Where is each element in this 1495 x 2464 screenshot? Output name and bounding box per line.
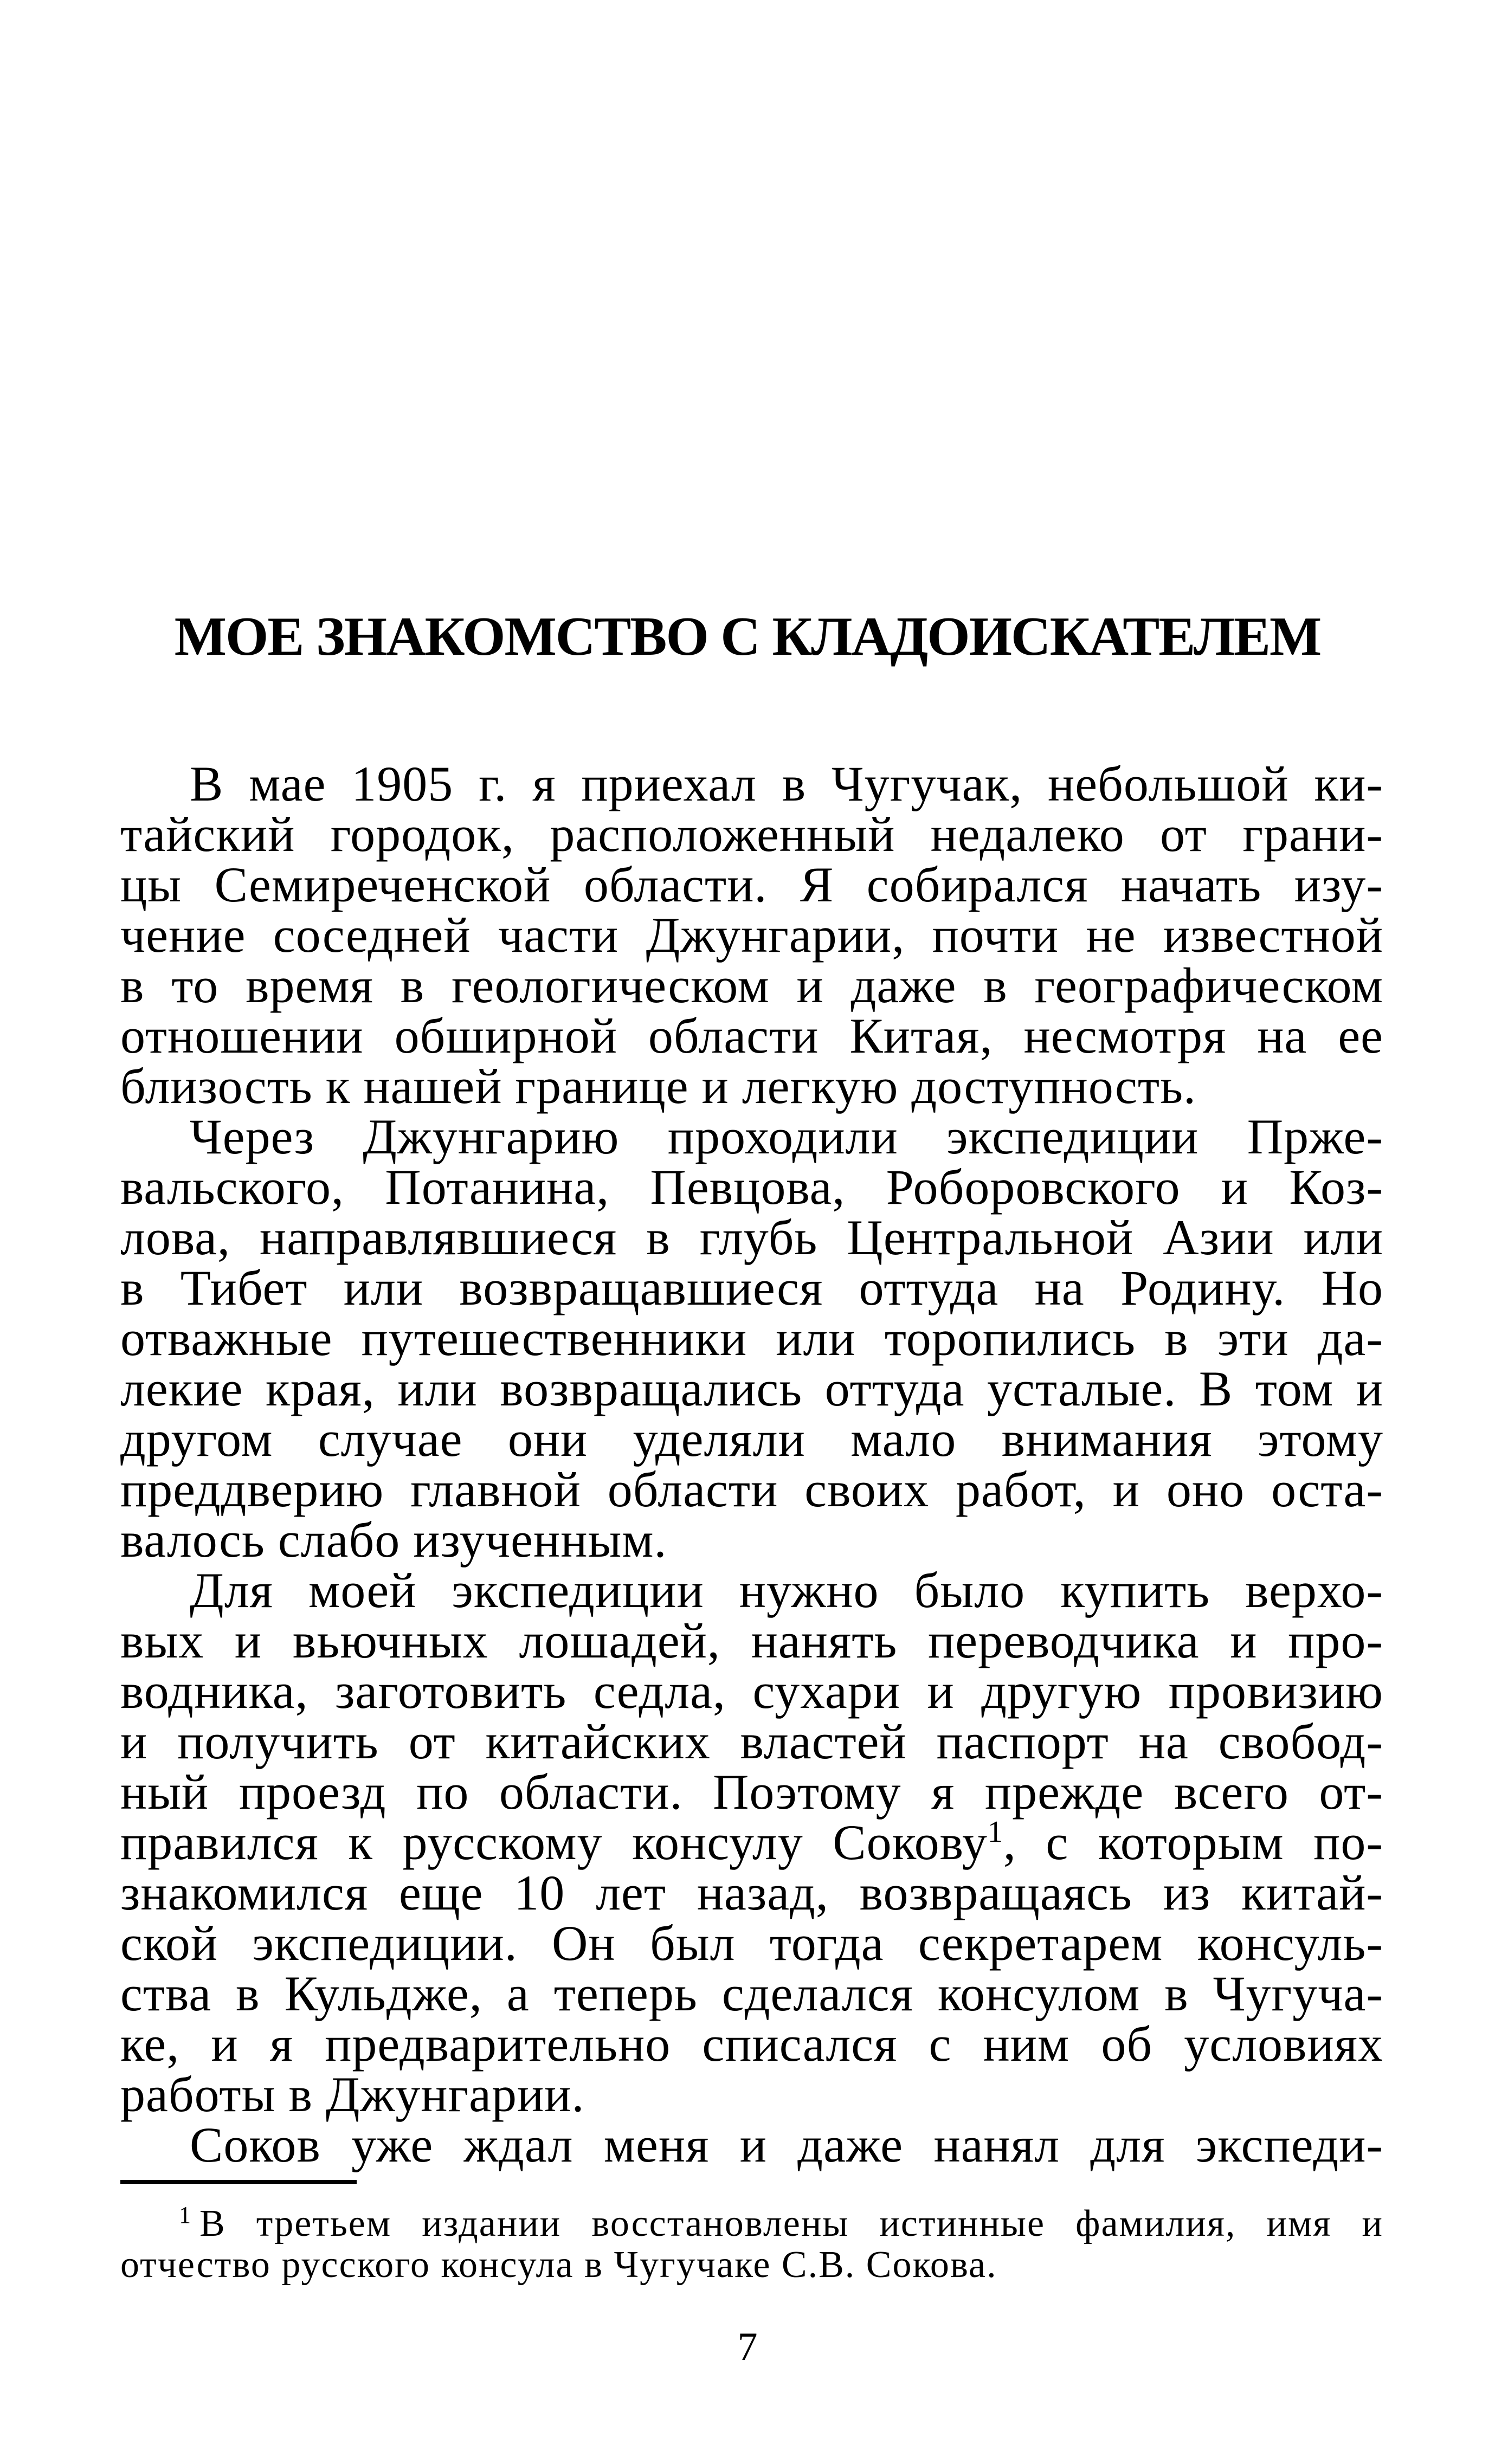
body-text-line: в то время в геологическом и даже в географическом xyxy=(120,958,1383,1013)
body-text-line: и получить от китайских властей паспорт на свобод- xyxy=(120,1714,1383,1769)
footnote-marker: 1 xyxy=(179,2202,192,2228)
body-text-line: ства в Кульдже, а теперь сделался консулом в Чугуча- xyxy=(120,1966,1383,2021)
footnote-reference: 1 xyxy=(987,1815,1003,1849)
body-text-line: отношении обширной области Китая, несмотря на ее xyxy=(120,1008,1383,1063)
body-text-line: водника, заготовить седла, сухари и другую провизию xyxy=(120,1663,1383,1719)
body-text-line: преддверию главной области своих работ, и оно оста- xyxy=(120,1462,1383,1517)
body-text-line: ской экспедиции. Он был тогда секретарем консуль- xyxy=(120,1915,1383,1971)
line-text-continued: , с которым по- xyxy=(1003,1815,1383,1870)
footnote-text: В третьем издании восстановлены истинные фамилия, имя и xyxy=(199,2203,1383,2244)
body-text-line: В мае 1905 г. я приехал в Чугучак, небольшой ки- xyxy=(190,756,1383,811)
body-text-line: вальского, Потанина, Певцова, Роборовского и Коз- xyxy=(120,1159,1383,1215)
body-text-line: работы в Джунгарии. xyxy=(120,2067,585,2122)
body-text-line: вых и вьючных лошадей, нанять переводчика и про- xyxy=(120,1613,1383,1668)
footnote-line xyxy=(179,2204,1383,2244)
body-text-line: тайский городок, расположенный недалеко от грани- xyxy=(120,807,1383,862)
body-text-line: валось слабо изученным. xyxy=(120,1512,667,1568)
footnote-line: отчество русского консула в Чугучаке С.В. Сокова. xyxy=(120,2244,997,2286)
footnote-divider xyxy=(120,2180,357,2184)
body-text-line: лекие края, или возвращались оттуда усталые. В том и xyxy=(120,1361,1383,1416)
body-text-line: ный проезд по области. Поэтому я прежде всего от- xyxy=(120,1764,1383,1820)
body-text-line: Соков уже ждал меня и даже нанял для экспеди- xyxy=(190,2117,1383,2172)
body-text-line: Через Джунгарию проходили экспедиции Прже- xyxy=(190,1109,1383,1164)
chapter-title: МОЕ ЗНАКОМСТВО С КЛАДОИСКАТЕЛЕМ xyxy=(174,606,1321,667)
body-text-line: ке, и я предварительно списался с ним об условиях xyxy=(120,2016,1383,2072)
line-text: правился к русскому консулу Сокову xyxy=(120,1815,988,1870)
body-text-line: близость к нашей границе и легкую доступность. xyxy=(120,1059,1197,1114)
body-text-line: отважные путешественники или торопились в эти да- xyxy=(120,1311,1383,1366)
body-text-line-with-footnote-ref xyxy=(120,1815,1383,1870)
body-text-line: Для моей экспедиции нужно было купить верхо- xyxy=(190,1563,1383,1618)
body-text-line: лова, направлявшиеся в глубь Центральной Азии или xyxy=(120,1210,1383,1265)
body-text-line: другом случае они уделяли мало внимания этому xyxy=(120,1411,1383,1467)
body-text-line: знакомился еще 10 лет назад, возвращаясь из китай- xyxy=(120,1865,1383,1920)
body-text-line: цы Семиреченской области. Я собирался начать изу- xyxy=(120,857,1383,912)
body-text-line: чение соседней части Джунгарии, почти не известной xyxy=(120,907,1383,963)
page-number: 7 xyxy=(737,2325,758,2369)
body-text-line: в Тибет или возвращавшиеся оттуда на Родину. Но xyxy=(120,1260,1383,1315)
